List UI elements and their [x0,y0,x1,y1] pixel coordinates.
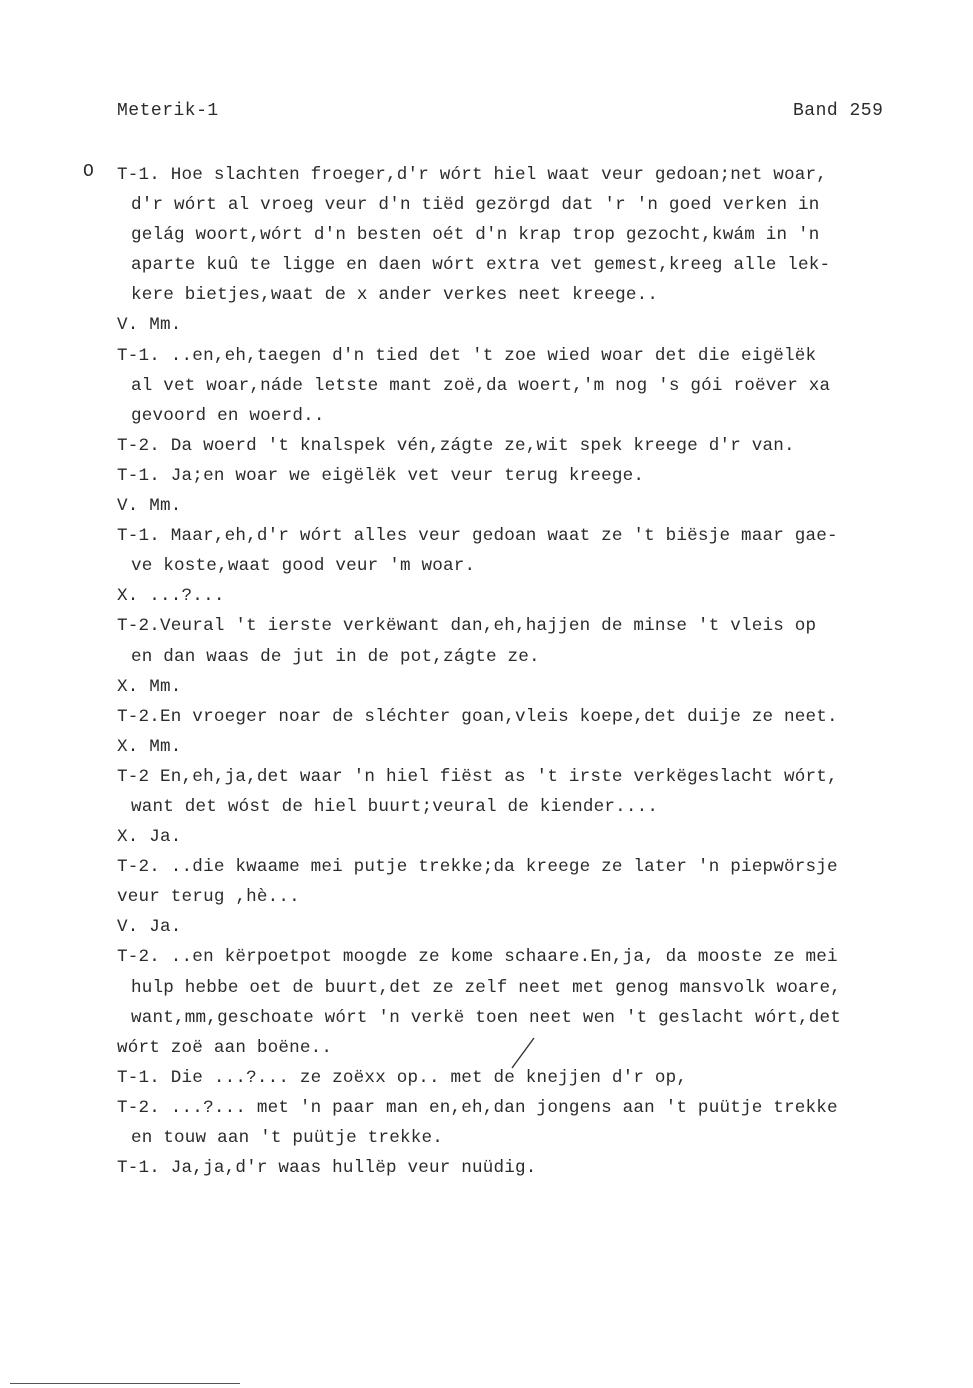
transcript-line: T-2. ..die kwaame mei putje trekke;da kreege ze later 'n piepwörsje [117,857,838,878]
transcript-line: gevoord en woerd.. [131,405,325,426]
transcript-line: aparte kuû te ligge en daen wórt extra vet gemest,kreeg alle lek- [131,255,831,276]
transcript-line: T-1. Die ...?... ze zoëxx op.. met de knejjen d'r op, [117,1067,688,1088]
transcript-line: T-2. ..en kërpoetpot moogde ze kome schaare.En,ja, da mooste ze mei [117,947,838,968]
transcript-line: T-1. ..en,eh,taegen d'n tied det 't zoe wied woar det die eigëlëk [117,345,817,366]
transcript-line: T-2. ...?... met 'n paar man en,eh,dan jongens aan 't puütje trekke [117,1097,838,1118]
transcript-line: veur terug ,hè... [117,887,300,908]
transcript-line: X. Mm. [117,676,182,697]
transcript-line: ve koste,waat good veur 'm woar. [131,556,476,577]
transcript-line: T-2.En vroeger noar de sléchter goan,vleis koepe,det duije ze neet. [117,706,838,727]
transcript-line: T-2. Da woerd 't knalspek vén,zágte ze,wit spek kreege d'r van. [117,435,795,456]
transcript-line: T-1. Maar,eh,d'r wórt alles veur gedoan waat ze 't biësje maar gae- [117,526,838,547]
transcript-line: wórt zoë aan boëne.. [117,1037,333,1058]
transcript-line: en dan waas de jut in de pot,zágte ze. [131,646,540,667]
transcript-line: V. Mm. [117,315,182,336]
transcript-line: X. Mm. [117,736,182,757]
transcript-line: en touw aan 't puütje trekke. [131,1128,443,1148]
transcript-line: want,mm,geschoate wórt 'n verkë toen neet wen 't geslacht wórt,det [131,1007,842,1028]
header-right-band: Band 259 [793,101,884,121]
transcript-line: T-2.Veural 't ierste verkëwant dan,eh,hajjen de minse 't vleis op [117,616,817,637]
transcript-line: want det wóst de hiel buurt;veural de kiender.... [131,796,659,817]
transcript-line: kere bietjes,waat de x ander verkes neet kreege.. [131,285,659,306]
transcript-line: V. Mm. [117,496,182,517]
transcript-line: X. Ja. [117,827,182,848]
transcript-line: d'r wórt al vroeg veur d'n tiëd gezörgd dat 'r 'n goed verken in [131,195,820,216]
transcript-line: T-1. Ja;en woar we eigëlëk vet veur terug kreege. [117,465,645,486]
transcript-line: T-1. Hoe slachten froeger,d'r wórt hiel waat veur gedoan;net woar, [117,165,828,185]
margin-mark: O [83,162,94,182]
handwritten-slash-mark [510,1036,536,1070]
transcript-line: gelág woort,wórt d'n besten oét d'n krap trop gezocht,kwám in 'n [131,225,820,246]
header-left-title: Meterik-1 [117,101,219,121]
transcript-line: T-1. Ja,ja,d'r waas hullëp veur nuüdig. [117,1158,537,1179]
footer-rule [10,1383,240,1384]
transcript-body [117,160,947,1183]
transcript-line: X. ...?... [117,586,225,607]
transcript-line: hulp hebbe oet de buurt,det ze zelf neet met genog mansvolk woare, [131,977,842,998]
transcript-line: V. Ja. [117,917,182,938]
transcript-line: T-2 En,eh,ja,det waar 'n hiel fiëst as 't irste verkëgeslacht wórt, [117,766,838,787]
transcript-line: al vet woar,náde letste mant zoë,da woert,'m nog 's gói roëver xa [131,375,831,396]
